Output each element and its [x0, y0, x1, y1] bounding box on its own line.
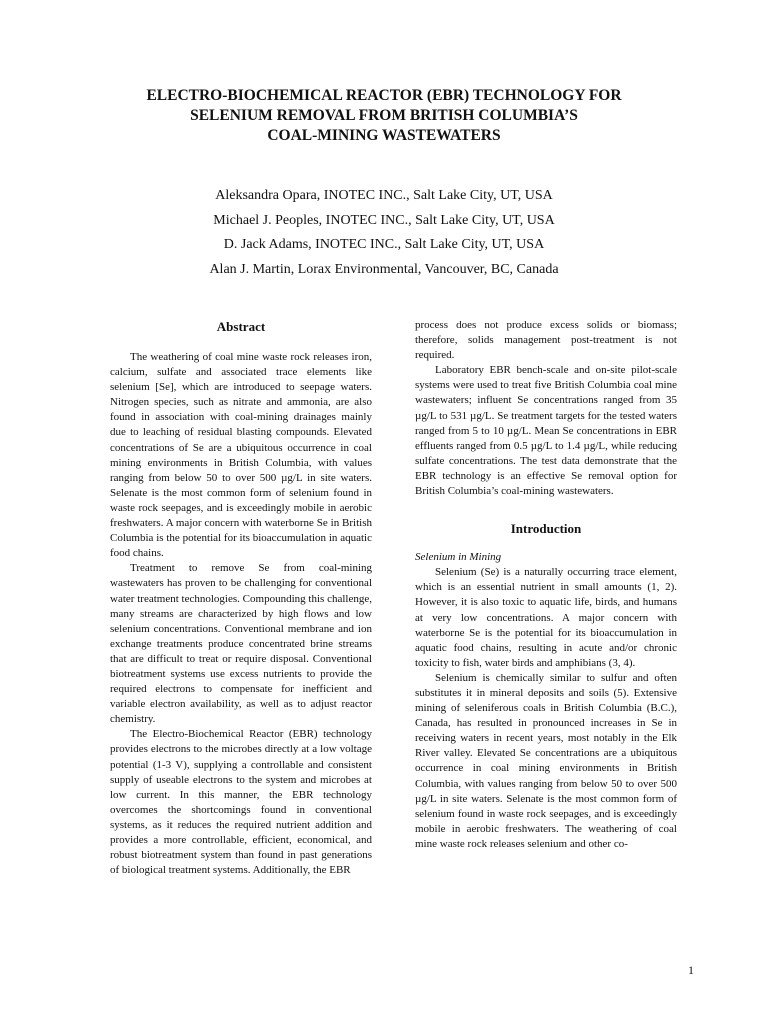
abstract-paragraph-continued: process does not produce excess solids or biomass; therefore, solids management post-treatment is not required.: [415, 319, 677, 362]
abstract-paragraph: Treatment to remove Se from coal-mining wastewaters has proven to be challenging for conventional water treatment technologies. Compounding this challenge, many streams are characterized by high flows and low selenium concentrations. Conventional membrane and ion exchange treatments produce concentrated brine streams that are difficult to treat or require disposal. Conventional biotreatment systems use excess nutrients to provide the required electrons to compensate for inefficient and variable electron availability, as well as to adjust reactor chemistry.: [110, 562, 372, 726]
introduction-paragraph: Selenium is chemically similar to sulfur and often substitutes it in mineral deposits and soils (5). Extensive mining of seleniferous coals in British Columbia (B.C.), Canada, has resulted in pronounced increases in Se in receiving waters in recent years, most notably in the Elk River valley. Elevated Se concentrations are a ubiquitous occurrence in coal mining environments in British Columbia, with values ranging from below 50 to over 500 µg/L in site waters. Selenate is the most common form of selenium found in waste rock seepages, and is exceedingly mobile in aerobic freshwaters. The weathering of coal mine waste rock releases selenium and other co-: [415, 671, 677, 850]
author-line: Alan J. Martin, Lorax Environmental, Vancouver, BC, Canada: [209, 261, 559, 277]
right-column: [415, 318, 677, 852]
abstract-paragraph: The Electro-Biochemical Reactor (EBR) technology provides electrons to the microbes directly at a low voltage potential (1-3 V), supplying a controllable and consistent supply of useable electrons to the system and microbes at low current. In this manner, the EBR technology overcomes the shortcomings found in conventional systems, as it reduces the required nutrient addition and provides a more controllable, efficient, economical, and robust biotreatment system than found in past generations of biological treatment systems. Additionally, the EBR: [110, 728, 372, 877]
author-line: D. Jack Adams, INOTEC INC., Salt Lake City, UT, USA: [223, 237, 545, 252]
title-line: ELECTRO-BIOCHEMICAL REACTOR (EBR) TECHNOLOGY FOR: [146, 87, 622, 104]
author-line: Michael J. Peoples, INOTEC INC., Salt Lake City, UT, USA: [213, 212, 555, 228]
title-line: COAL-MINING WASTEWATERS: [267, 127, 501, 144]
introduction-heading: Introduction: [510, 521, 582, 537]
abstract-heading: Abstract: [216, 319, 266, 334]
abstract-paragraph: The weathering of coal mine waste rock releases iron, calcium, sulfate and associated trace elements like selenium [Se], which are introduced to seepage waters. Nitrogen species, such as nitrate and ammonia, are also found in association with coal-mining drainages mainly due to leaching of residual blasting compounds. Elevated concentrations of Se are a ubiquitous occurrence in coal mining environments in British Columbia, with values ranging from below 50 to over 500 µg/L in site waters. Selenate is the most common form of selenium found in waste rock seepages, and is exceedingly mobile in aerobic freshwaters. A major concern with waterborne Se in British Columbia is the potential for its bioaccumulation in aquatic food chains.: [110, 351, 372, 560]
introduction-paragraph: Selenium (Se) is a naturally occurring trace element, which is an essential nutrient in small amounts (1, 2). However, it is also toxic to aquatic life, birds, and humans at very low concentrations. A major concern with waterborne Se is the potential for its bioaccumulation in aquatic food chains, resulting in acute and/or chronic toxicity to fish, water birds and amphibians (3, 4).: [415, 566, 677, 669]
author-list: [80, 184, 688, 282]
page-number: 1: [688, 963, 694, 977]
abstract-paragraph: Laboratory EBR bench-scale and on-site pilot-scale systems were used to treat five British Columbia coal mine wastewaters; influent Se concentrations ranged from 35 µg/L to 531 µg/L. Se treatment targets for the tested waters ranged from 5 to 10 µg/L. Mean Se concentrations in EBR effluents ranged from 0.5 µg/L to 1.4 µg/L, while reducing sulfate concentrations. The test data demonstrate that the EBR technology is an effective Se removal option for British Columbia’s coal-mining wastewaters.: [415, 364, 677, 498]
paper-title: [80, 86, 688, 146]
title-line: SELENIUM REMOVAL FROM BRITISH COLUMBIA’S: [190, 107, 578, 124]
left-column: [110, 318, 372, 878]
section-subheading: Selenium in Mining: [415, 551, 502, 564]
author-line: Aleksandra Opara, INOTEC INC., Salt Lake City, UT, USA: [215, 188, 553, 203]
